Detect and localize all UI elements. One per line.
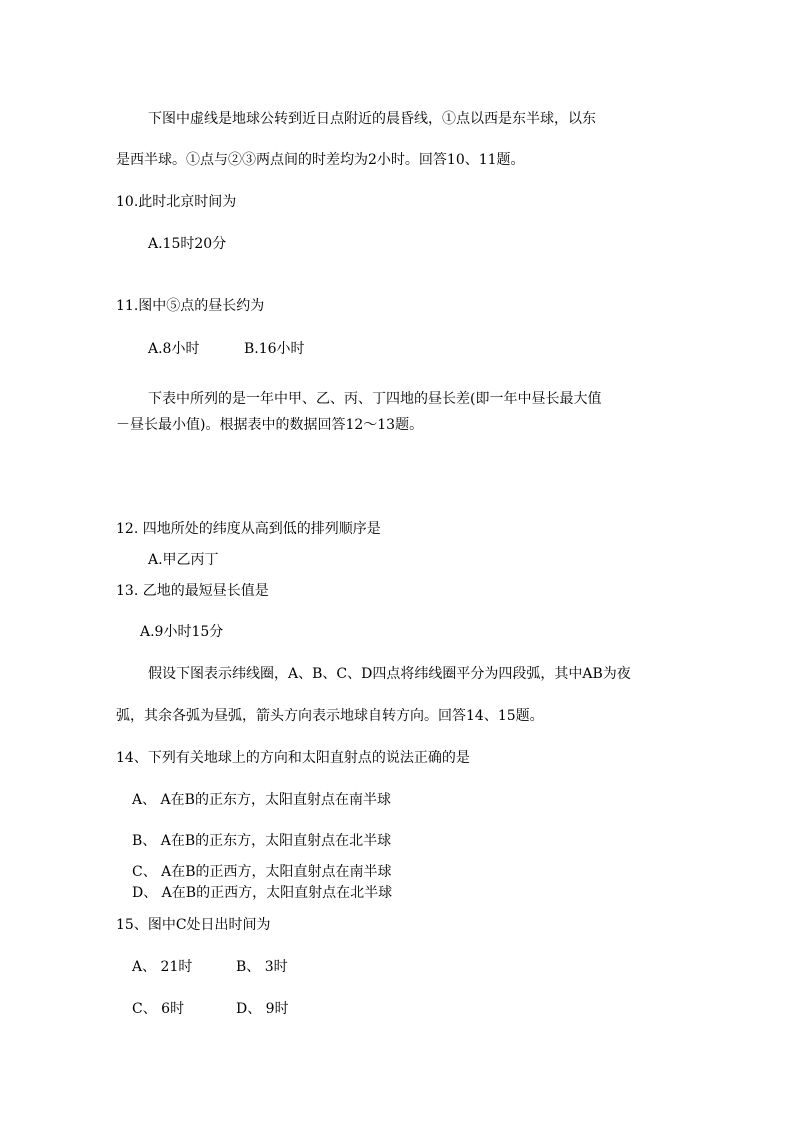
question-12-stem: 12. 四地所处的纬度从高到低的排列顺序是 <box>116 521 381 537</box>
question-15-option-b: B、 3时 <box>236 959 288 975</box>
intro2-line2: －昼长最小值)。根据表中的数据回答12～13题。 <box>116 417 424 433</box>
question-14-option-a: A、 A在B的正东方，太阳直射点在南半球 <box>132 792 391 808</box>
intro1-line1: 下图中虚线是地球公转到近日点附近的晨昏线，①点以西是东半球，以东 <box>148 111 596 127</box>
question-15-stem: 15、图中C处日出时间为 <box>116 917 271 933</box>
intro1-line2: 是西半球。①点与②③两点间的时差均为2小时。回答10、11题。 <box>116 152 525 168</box>
question-14-option-c: C、 A在B的正西方，太阳直射点在南半球 <box>132 864 392 880</box>
question-10-stem: 10.此时北京时间为 <box>116 194 237 210</box>
question-13-option-a: A.9小时15分 <box>140 624 224 640</box>
intro2-line1: 下表中所列的是一年中甲、乙、丙、丁四地的昼长差(即一年中昼长最大值 <box>148 391 602 407</box>
question-11-option-a: A.8小时 <box>148 341 200 357</box>
question-12-option-a: A.甲乙丙丁 <box>148 552 219 568</box>
question-10-option-a: A.15时20分 <box>148 236 227 252</box>
question-11-stem: 11.图中⑤点的昼长约为 <box>116 298 265 314</box>
question-15-option-d: D、 9时 <box>236 1001 289 1017</box>
question-14-option-b: B、 A在B的正东方，太阳直射点在北半球 <box>132 833 392 849</box>
question-15-option-a: A、 21时 <box>132 959 193 975</box>
question-15-option-c: C、 6时 <box>132 1001 185 1017</box>
question-13-stem: 13. 乙地的最短昼长值是 <box>116 583 269 599</box>
question-11-option-b: B.16小时 <box>244 341 305 357</box>
question-14-stem: 14、下列有关地球上的方向和太阳直射点的说法正确的是 <box>116 750 470 766</box>
intro3-line1: 假设下图表示纬线圈，A、B、C、D四点将纬线圈平分为四段弧，其中AB为夜 <box>148 666 631 682</box>
intro3-line2: 弧，其余各弧为昼弧，箭头方向表示地球自转方向。回答14、15题。 <box>116 708 544 724</box>
question-14-option-d: D、 A在B的正西方，太阳直射点在北半球 <box>132 885 393 901</box>
